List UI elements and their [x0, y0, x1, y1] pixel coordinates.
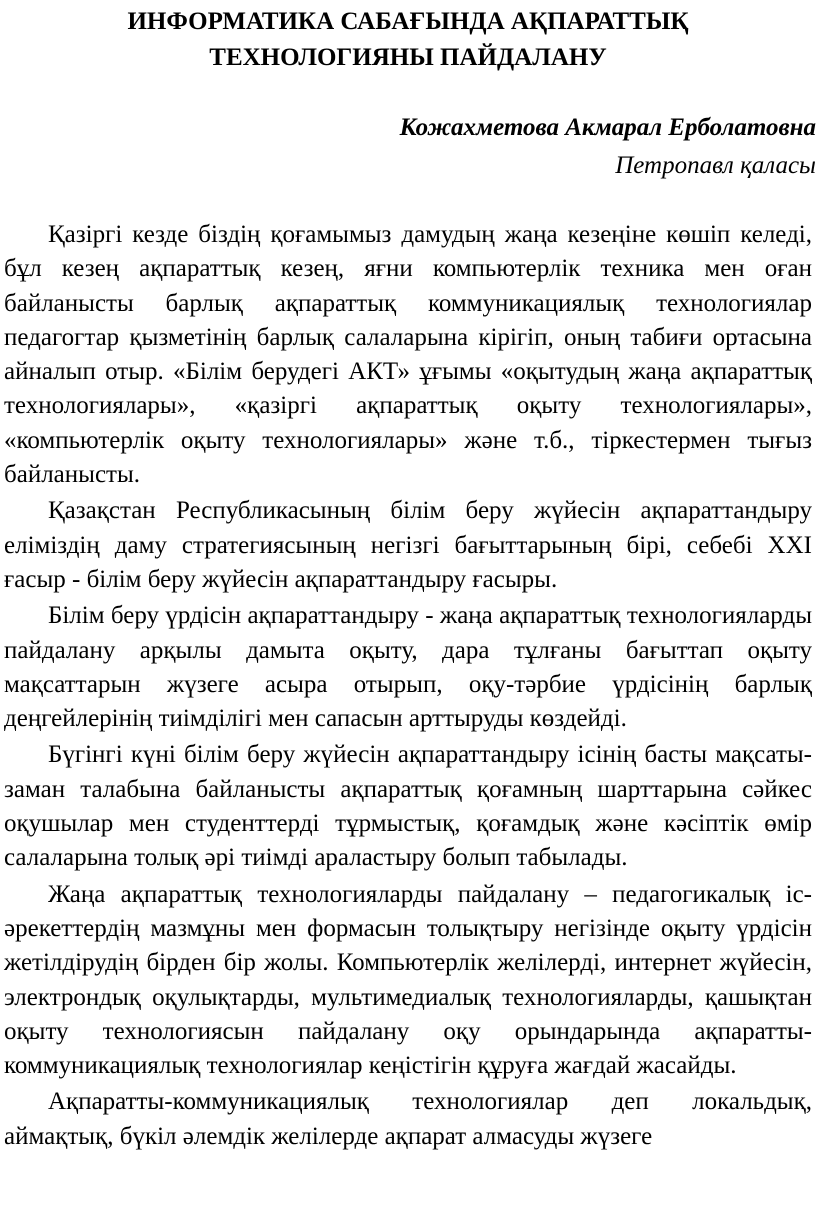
paragraph-5: Жаңа ақпараттық технологияларды пайдалану – педагогикалық іс-әрекеттердің мазмұны мен формасын толықтыру негізінде оқыту үрдісін жетілдірудің бірден бір жолы. Компьютерлік желілерді, интернет жүйесін, электрондық оқулықтарды, мультимедиалық технологияларды, қашықтан оқыту технологиясын пайдалану оқу орындарында ақпаратты-коммуникациялық технологиялар кеңістігін құруға жағдай жасайды. — [4, 880, 812, 1080]
document-body — [4, 218, 812, 1154]
paragraph-1: Қазіргі кезде біздің қоғамымыз дамудың жаңа кезеңіне көшіп келеді, бұл кезең ақпараттық кезең, яғни компьютерлік техника мен оған байланысты барлық ақпараттық коммуникациялық технологиялар педагогтар қызметінің барлық салаларына кірігіп, оның табиғи ортасына айналып отыр. «Білім берудегі АКТ» ұғымы «оқытудың жаңа ақпараттық технологиялары», «қазіргі ақпараттық оқыту технологиялары», «компьютерлік оқыту технологиялары» және т.б., тіркестермен тығыз байланысты. — [4, 221, 812, 489]
title-line-1: ИНФОРМАТИКА САБАҒЫНДА АҚПАРАТТЫҚ — [127, 8, 689, 35]
author-name: Кожахметова Акмарал Ерболатовна — [399, 114, 816, 141]
paragraph-2: Қазақстан Республикасының білім беру жүйесін ақпараттандыру еліміздің даму стратегиясының негізгі бағыттарының бірі, себебі ХХІ ғасыр - білім беру жүйесін ақпараттандыру ғасыры. — [4, 497, 812, 593]
document-title — [0, 4, 816, 76]
paragraph-6: Ақпаратты-коммуникациялық технологиялар деп локальдық, аймақтық, бүкіл әлемдік желілерде ақпарат алмасуды жүзеге — [4, 1088, 812, 1150]
title-line-2: ТЕХНОЛОГИЯНЫ ПАЙДАЛАНУ — [209, 44, 607, 71]
paragraph-4: Бүгінгі күні білім беру жүйесін ақпараттандыру ісінің басты мақсаты- заман талабына байланысты ақпараттық қоғамның шарттарына сәйкес оқушылар мен студенттерді тұрмыстық, қоғамдық және кәсіптік өмір салаларына толық әрі тиімді араластыру болып табылады. — [4, 741, 812, 872]
author-city: Петропавл қаласы — [615, 152, 816, 179]
paragraph-3: Білім беру үрдісін ақпараттандыру - жаңа ақпараттық технологияларды пайдалану арқылы дамыта оқыту, дара тұлғаны бағыттап оқыту мақсаттарын жүзеге асыра отырып, оқу-тәрбие үрдісінің барлық деңгейлерінің тиімділігі мен сапасын арттыруды көздейді. — [4, 602, 812, 733]
